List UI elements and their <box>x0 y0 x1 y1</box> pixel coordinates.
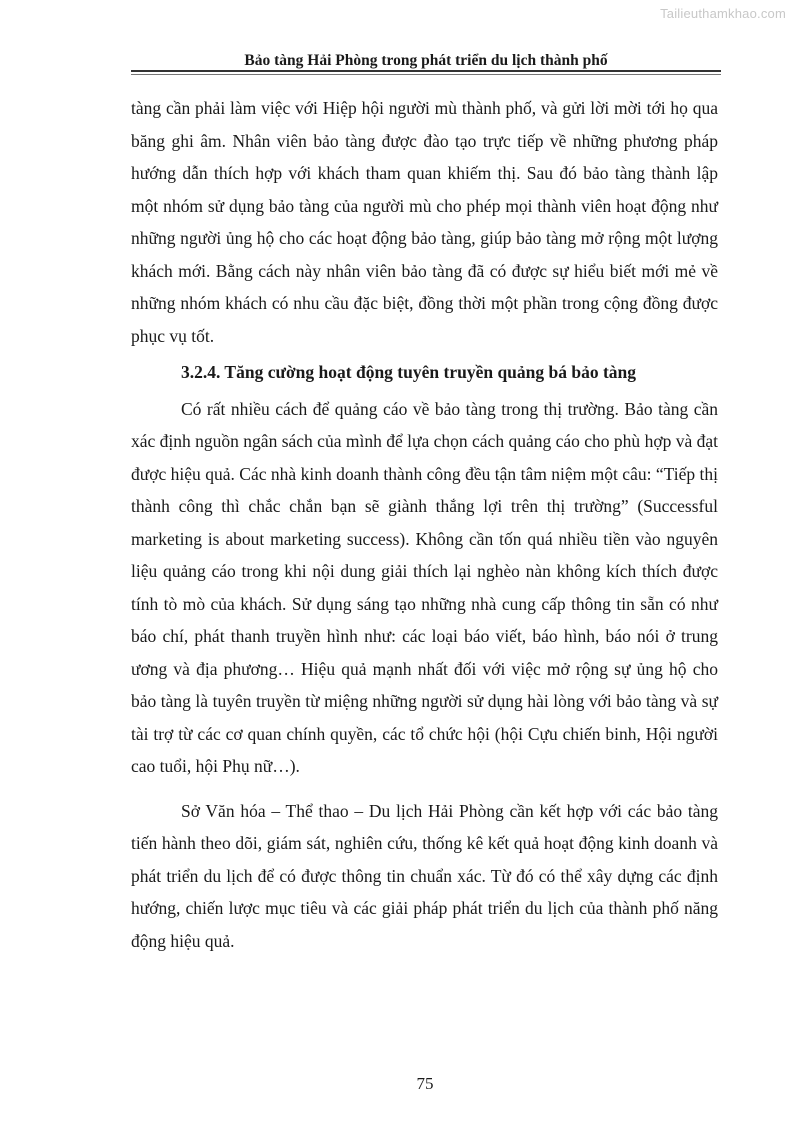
running-header: Bảo tàng Hải Phòng trong phát triển du lịch thành phố <box>244 52 608 69</box>
page-number: 75 <box>416 1074 434 1093</box>
paragraph-continued: tàng cần phải làm việc với Hiệp hội người mù thành phố, và gửi lời mời tới họ qua băng ghi âm. Nhân viên bảo tàng được đào tạo trực tiếp về những phương pháp hướng dẫn thích hợp với khách tham quan khiếm thị. Sau đó bảo tàng thành lập một nhóm sử dụng bảo tàng của người mù cho phép mọi thành viên hoạt động như những người ủng hộ cho các hoạt động bảo tàng, giúp bảo tàng mở rộng một lượng khách mới. Bằng cách này nhân viên bảo tàng đã có được sự hiểu biết mới mẻ về những nhóm khách có nhu cầu đặc biệt, đồng thời một phần trong cộng đồng được phục vụ tốt. <box>131 98 718 346</box>
page-body <box>131 92 718 957</box>
header-rule <box>131 70 721 72</box>
header-rule-thin <box>131 74 721 75</box>
watermark: Tailieuthamkhao.com <box>660 6 786 21</box>
paragraph: Sở Văn hóa – Thể thao – Du lịch Hải Phòng cần kết hợp với các bảo tàng tiến hành theo dõi, giám sát, nghiên cứu, thống kê kết quả hoạt động kinh doanh và phát triển du lịch để có được thông tin chuẩn xác. Từ đó có thể xây dựng các định hướng, chiến lược mục tiêu và các giải pháp phát triển du lịch của thành phố năng động hiệu quả. <box>131 800 718 951</box>
paragraph: Có rất nhiều cách để quảng cáo về bảo tàng trong thị trường. Bảo tàng cần xác định nguồn ngân sách của mình để lựa chọn cách quảng cáo cho phù hợp và đạt được hiệu quả. Các nhà kinh doanh thành công đều tận tâm niệm một câu: “Tiếp thị thành công thì chắc chắn bạn sẽ giành thắng lợi trên thị trường” (Successful marketing is about marketing success). Không cần tốn quá nhiều tiền vào nguyên liệu quảng cáo trong khi nội dung giải thích lại nghèo nàn không kích thích được tính tò mò của khách. Sử dụng sáng tạo những nhà cung cấp thông tin sẵn có như báo chí, phát thanh truyền hình như: các loại báo viết, báo hình, báo nói ở trung ương và địa phương… Hiệu quả mạnh nhất đối với việc mở rộng sự ủng hộ cho bảo tàng là tuyên truyền từ miệng những người sử dụng hài lòng với bảo tàng và sự tài trợ từ các cơ quan chính quyền, các tổ chức hội (hội Cựu chiến binh, Hội người cao tuổi, hội Phụ nữ…). <box>131 398 718 776</box>
section-heading: 3.2.4. Tăng cường hoạt động tuyên truyền quảng bá bảo tàng <box>181 362 637 382</box>
